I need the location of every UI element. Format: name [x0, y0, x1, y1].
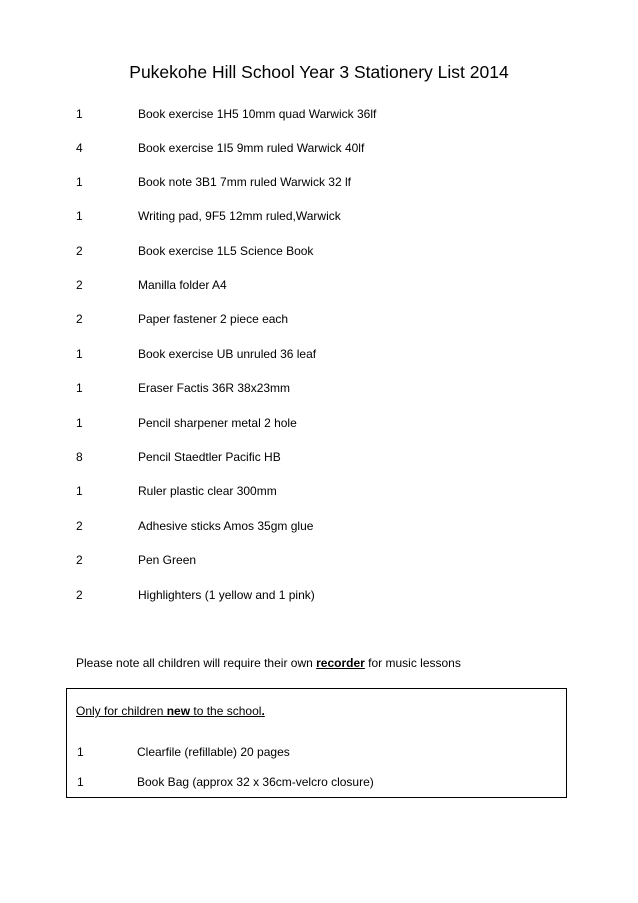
list-item	[0, 345, 638, 363]
list-item	[0, 517, 638, 535]
item-quantity: 1	[77, 745, 84, 759]
list-item	[0, 242, 638, 260]
item-quantity: 2	[76, 312, 83, 326]
item-quantity: 1	[77, 775, 84, 789]
item-description: Book exercise 1I5 9mm ruled Warwick 40lf	[138, 141, 365, 155]
list-item	[0, 276, 638, 294]
list-item	[0, 139, 638, 157]
list-item	[0, 379, 638, 397]
item-quantity: 1	[76, 416, 83, 430]
list-item	[67, 773, 566, 791]
new-students-heading	[76, 702, 265, 720]
item-description: Manilla folder A4	[138, 278, 227, 292]
item-quantity: 2	[76, 244, 83, 258]
item-description: Eraser Factis 36R 38x23mm	[138, 381, 291, 395]
note-emphasis: recorder	[316, 656, 365, 670]
new-students-box	[66, 688, 567, 798]
item-quantity: 8	[76, 450, 83, 464]
list-item	[0, 207, 638, 225]
item-quantity: 1	[76, 484, 83, 498]
list-item	[0, 482, 638, 500]
item-description: Book Bag (approx 32 x 36cm-velcro closure)	[137, 775, 374, 789]
item-description: Pencil Staedtler Pacific HB	[138, 450, 281, 464]
item-quantity: 1	[76, 347, 83, 361]
item-description: Book exercise 1L5 Science Book	[138, 244, 314, 258]
list-item	[0, 448, 638, 466]
list-item	[0, 310, 638, 328]
item-description: Pencil sharpener metal 2 hole	[138, 416, 297, 430]
item-description: Paper fastener 2 piece each	[138, 312, 289, 326]
item-description: Writing pad, 9F5 12mm ruled,Warwick	[138, 209, 341, 223]
list-item	[0, 586, 638, 604]
item-quantity: 4	[76, 141, 83, 155]
heading-text-start: Only for children	[76, 704, 167, 718]
item-quantity: 2	[76, 553, 83, 567]
item-quantity: 1	[76, 175, 83, 189]
item-quantity: 1	[76, 107, 83, 121]
item-quantity: 1	[76, 381, 83, 395]
music-note	[76, 654, 461, 672]
list-item	[67, 743, 566, 761]
page-title: Pukekohe Hill School Year 3 Stationery List 2014	[129, 62, 509, 82]
item-description: Pen Green	[138, 553, 197, 567]
item-quantity: 2	[76, 278, 83, 292]
heading-emphasis: new	[166, 704, 191, 718]
item-description: Book exercise UB unruled 36 leaf	[138, 347, 317, 361]
item-quantity: 2	[76, 588, 83, 602]
list-item	[0, 105, 638, 123]
item-quantity: 2	[76, 519, 83, 533]
item-description: Ruler plastic clear 300mm	[138, 484, 277, 498]
item-description: Clearfile (refillable) 20 pages	[137, 745, 290, 759]
note-text-end: for music lessons	[364, 656, 461, 670]
heading-period: .	[261, 704, 265, 718]
item-description: Highlighters (1 yellow and 1 pink)	[138, 588, 315, 602]
item-description: Adhesive sticks Amos 35gm glue	[138, 519, 314, 533]
list-item	[0, 414, 638, 432]
list-item	[0, 173, 638, 191]
item-quantity: 1	[76, 209, 83, 223]
item-description: Book exercise 1H5 10mm quad Warwick 36lf	[138, 107, 377, 121]
heading-text-end: to the school	[190, 704, 262, 718]
list-item	[0, 551, 638, 569]
item-description: Book note 3B1 7mm ruled Warwick 32 lf	[138, 175, 351, 189]
note-text-start: Please note all children will require their own	[76, 656, 317, 670]
